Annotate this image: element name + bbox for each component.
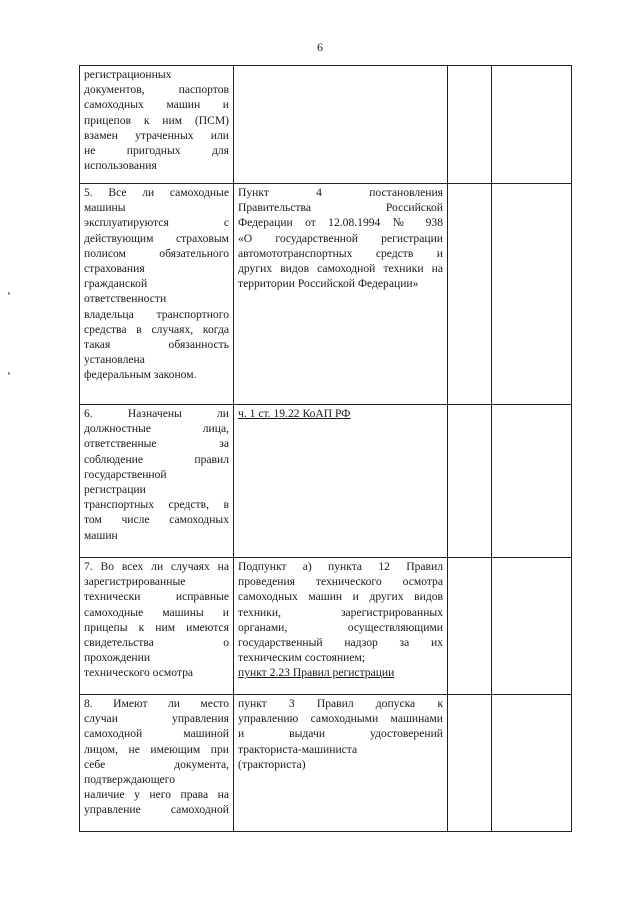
requirements-table xyxy=(79,65,572,832)
reference-cell xyxy=(234,405,448,558)
reference-line: тракториста-машиниста xyxy=(238,742,358,756)
empty-cell xyxy=(448,405,492,558)
empty-cell xyxy=(448,66,492,184)
question-line: 7. Во всех ли случаях на xyxy=(84,560,229,573)
question-line: том числе самоходных xyxy=(84,513,229,527)
question-line: прицепы к ним имеются xyxy=(84,620,229,634)
question-line: машины xyxy=(84,201,126,215)
page-number: 6 xyxy=(317,40,323,54)
question-line: ответственности xyxy=(84,292,167,306)
question-line: управление самоходной xyxy=(84,803,229,817)
reference-line: территории Российской Федерации» xyxy=(238,277,419,291)
question-line: эксплуатируются с xyxy=(84,216,229,230)
empty-cell xyxy=(492,184,572,405)
question-line: регистрации xyxy=(84,483,146,497)
question-line: ответственные за xyxy=(84,437,229,451)
empty-cell xyxy=(492,405,572,558)
empty-cell xyxy=(448,184,492,405)
reference-line: самоходных машин и других видов xyxy=(238,590,443,604)
question-line: машин xyxy=(84,528,118,542)
question-line: 6. Назначены ли xyxy=(84,407,229,420)
question-cell xyxy=(80,66,234,184)
reference-line: техники, зарегистрированных xyxy=(238,605,443,619)
question-line: средства в случаях, когда xyxy=(84,322,229,336)
reference-line: государственный надзор за их xyxy=(238,636,443,650)
table-row xyxy=(80,695,572,832)
reference-line: проведения технического осмотра xyxy=(238,575,443,589)
question-line: самоходных машин и xyxy=(84,98,229,112)
table-row xyxy=(80,405,572,558)
table-row xyxy=(80,184,572,405)
empty-cell xyxy=(448,695,492,832)
question-line: государственной xyxy=(84,467,167,481)
question-line: прицепов к ним (ПСМ) xyxy=(84,113,229,127)
reference-line: Правительства Российской xyxy=(238,201,443,215)
reference-line: автомототранспортных средств и xyxy=(238,246,443,260)
question-cell xyxy=(80,405,234,558)
reference-cell xyxy=(234,184,448,405)
question-cell xyxy=(80,184,234,405)
question-cell xyxy=(80,695,234,832)
question-line: полисом обязательного xyxy=(84,246,229,260)
question-line: прохождении xyxy=(84,651,151,665)
question-line: наличие у него права на xyxy=(84,788,229,802)
question-line: не пригодных для xyxy=(84,144,229,158)
question-line: случаи управления xyxy=(84,712,229,726)
question-line: себе документа, xyxy=(84,757,229,771)
question-line: регистрационных xyxy=(84,68,172,81)
question-line: подтверждающего xyxy=(84,773,176,787)
question-cell xyxy=(80,558,234,695)
question-line: использования xyxy=(84,159,157,173)
reference-cell xyxy=(234,66,448,184)
question-line: установлена xyxy=(84,353,145,367)
reference-line: других видов самоходной техники на xyxy=(238,262,443,276)
question-line: зарегистрированные xyxy=(84,575,186,589)
reference-line: Подпункт а) пункта 12 Правил xyxy=(238,560,443,573)
question-line: 5. Все ли самоходные xyxy=(84,186,229,199)
question-line: федеральным законом. xyxy=(84,368,197,382)
table-row xyxy=(80,558,572,695)
reference-line: Пункт 4 постановления xyxy=(238,186,443,199)
question-line: гражданской xyxy=(84,277,148,291)
question-line: технически исправные xyxy=(84,590,229,604)
table-row xyxy=(80,66,572,184)
reference-line: управлению самоходными машинами xyxy=(238,712,443,726)
empty-cell xyxy=(492,558,572,695)
reference-line: (тракториста) xyxy=(238,757,306,771)
question-line: владельца транспортного xyxy=(84,307,229,321)
question-line: лицом, не имеющим при xyxy=(84,742,229,756)
reference-line: и выдачи удостоверений xyxy=(238,727,443,741)
reference-line: Федерации от 12.08.1994 № 938 xyxy=(238,216,443,230)
question-line: документов, паспортов xyxy=(84,83,229,97)
reference-line: техническим состоянием; xyxy=(238,651,366,665)
question-line: технического осмотра xyxy=(84,666,194,680)
empty-cell xyxy=(492,695,572,832)
reference-line: пункт 2.23 Правил регистрации xyxy=(238,666,395,680)
empty-cell xyxy=(492,66,572,184)
margin-mark xyxy=(8,292,10,295)
question-line: свидетельства о xyxy=(84,636,229,650)
question-line: такая обязанность xyxy=(84,338,229,352)
question-line: взамен утраченных или xyxy=(84,128,229,142)
reference-cell xyxy=(234,695,448,832)
reference-line: ч. 1 ст. 19.22 КоАП РФ xyxy=(238,407,351,420)
question-line: самоходной машиной xyxy=(84,727,229,741)
empty-cell xyxy=(448,558,492,695)
reference-line: органами, осуществляющими xyxy=(238,620,443,634)
question-line: должностные лица, xyxy=(84,422,229,436)
reference-cell xyxy=(234,558,448,695)
question-line: страхования xyxy=(84,262,145,276)
question-line: транспортных средств, в xyxy=(84,498,229,512)
question-line: самоходные машины и xyxy=(84,605,229,619)
reference-line: пункт 3 Правил допуска к xyxy=(238,697,443,710)
question-line: 8. Имеют ли место xyxy=(84,697,229,710)
question-line: соблюдение правил xyxy=(84,452,229,466)
reference-line: «О государственной регистрации xyxy=(238,231,443,245)
margin-mark xyxy=(8,372,10,375)
question-line: действующим страховым xyxy=(84,231,229,245)
